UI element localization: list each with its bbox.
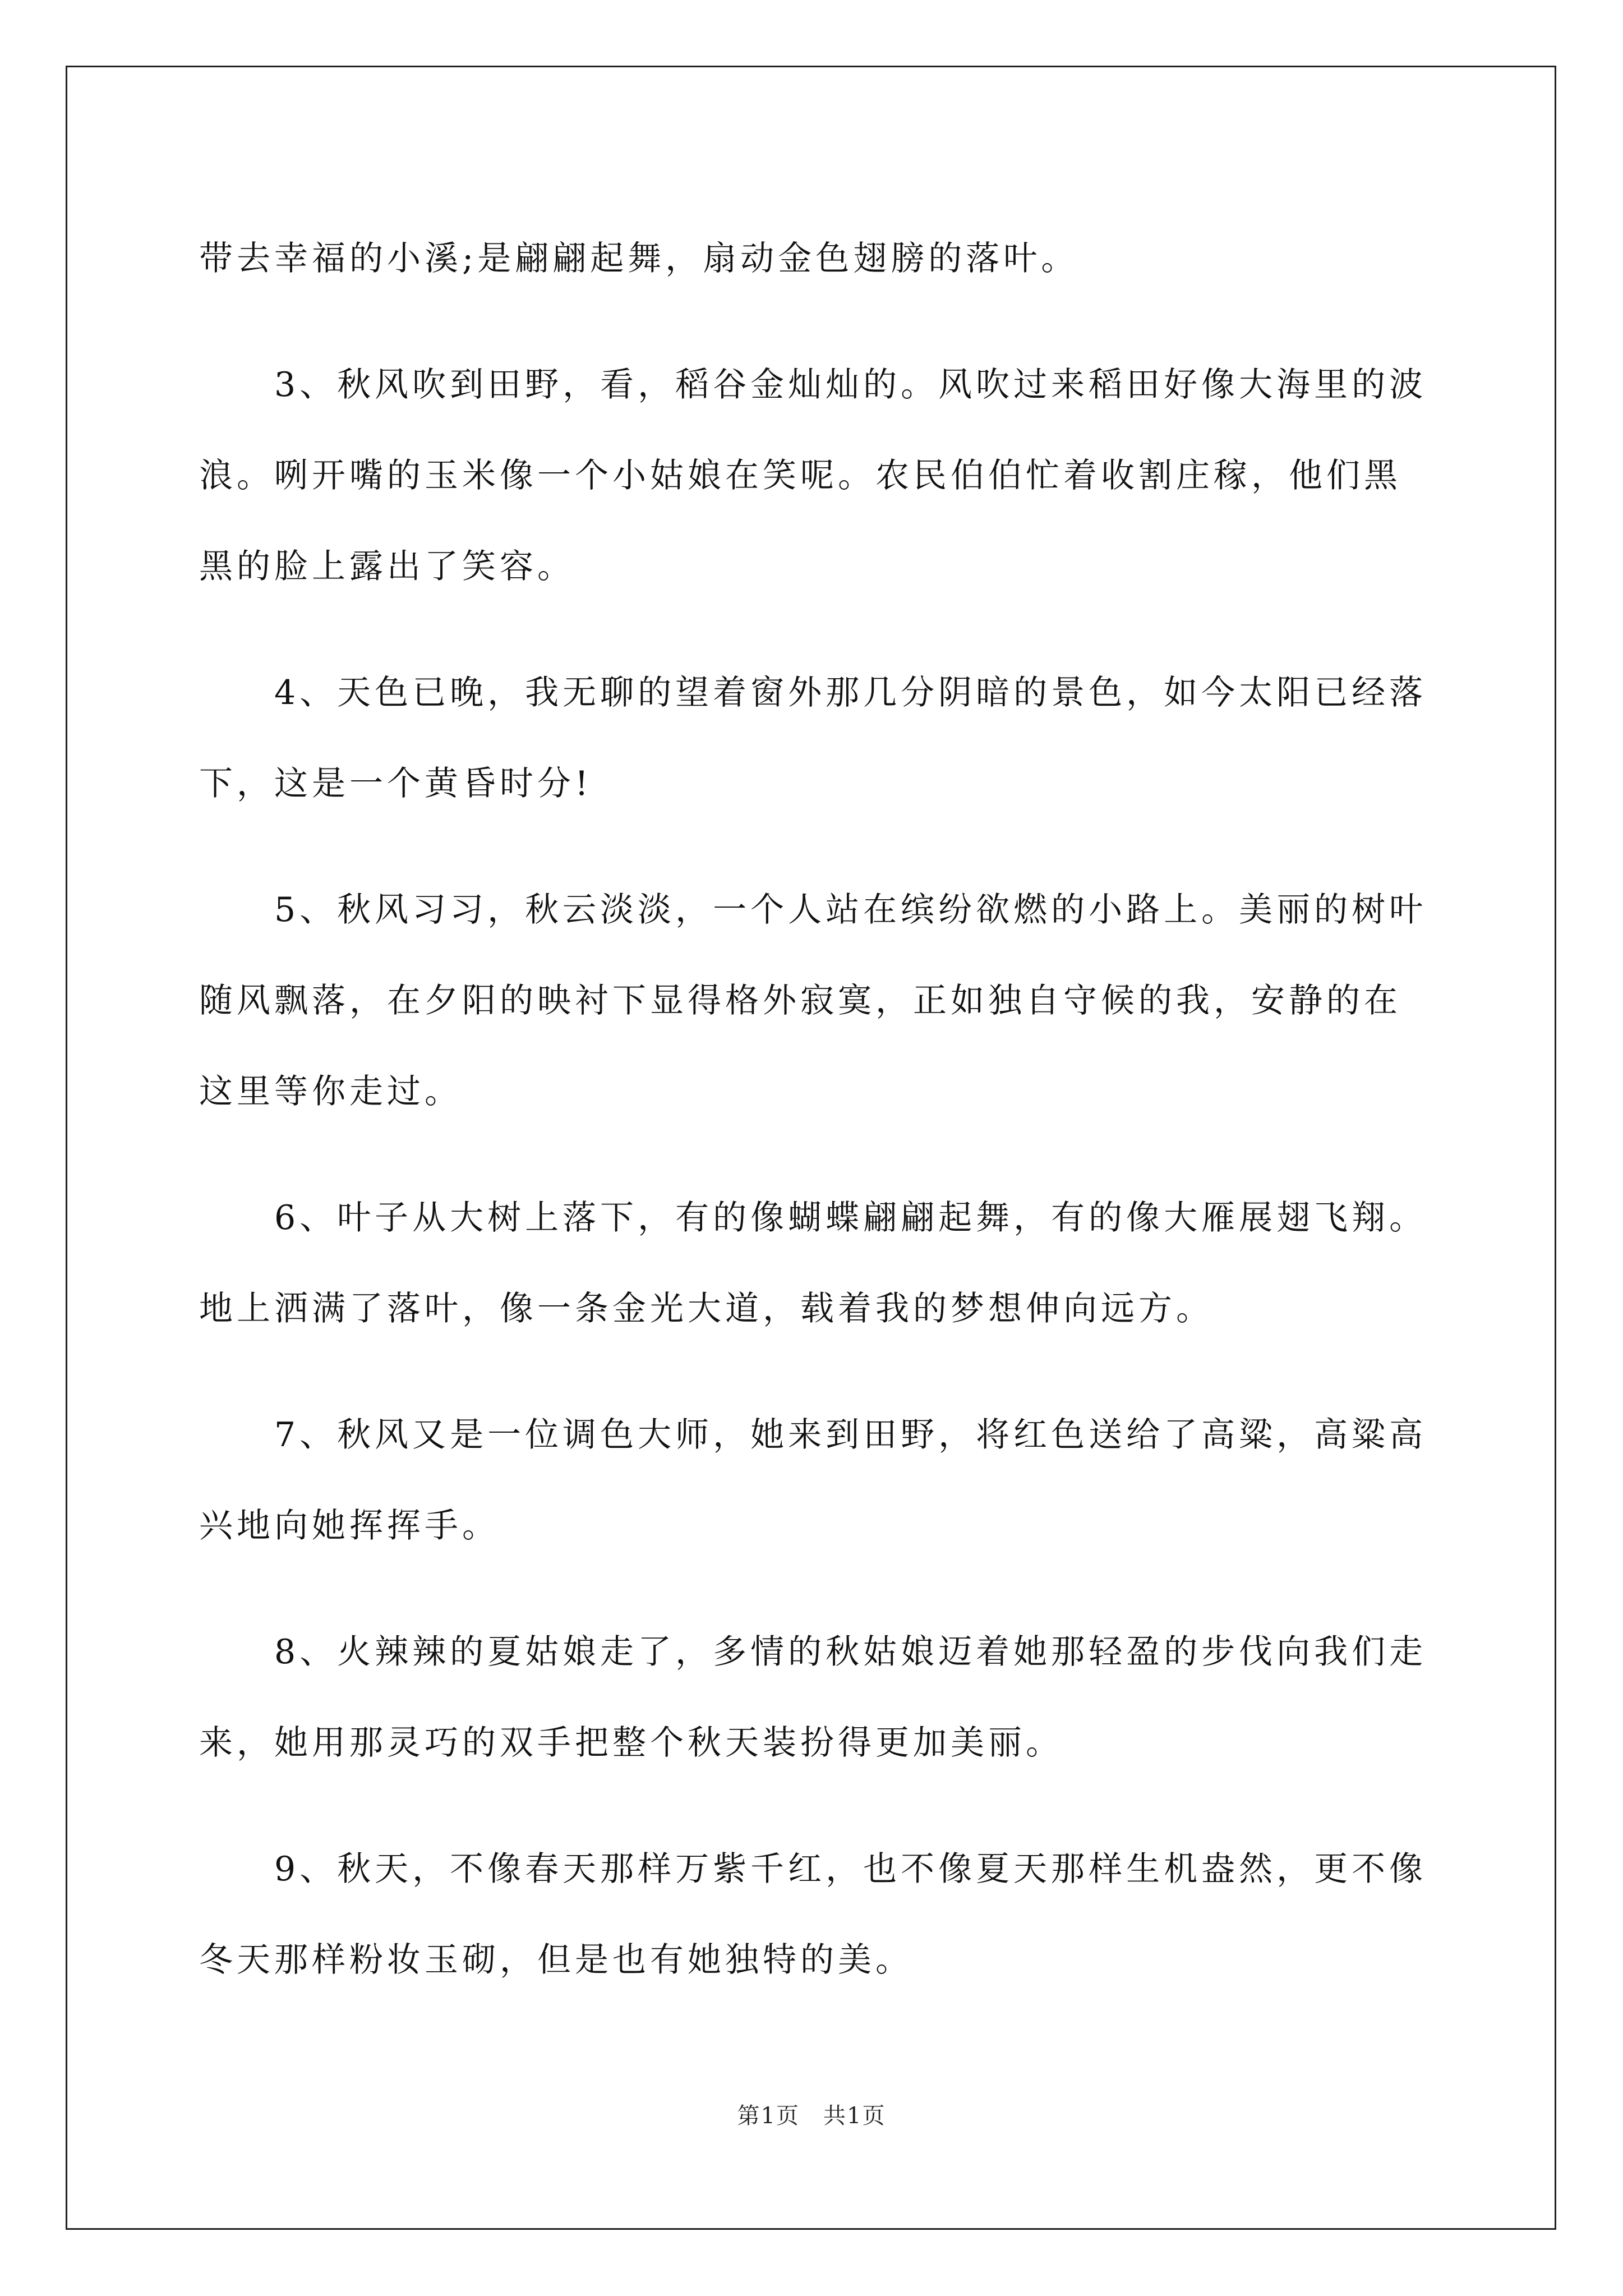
document-body: [199, 213, 1433, 2041]
paragraph-3: 4、天色已晚，我无聊的望着窗外那几分阴暗的景色，如今太阳已经落下，这是一个黄昏时分!: [199, 673, 1427, 803]
paragraph-4: 5、秋风习习，秋云淡淡，一个人站在缤纷欲燃的小路上。美丽的树叶随风飘落，在夕阳的映衬下显得格外寂寞，正如独自守候的我，安静的在这里等你走过。: [199, 890, 1427, 1111]
paragraph-8: 9、秋天，不像春天那样万紫千红，也不像夏天那样生机盎然，更不像冬天那样粉妆玉砌，但是也有她独特的美。: [199, 1849, 1427, 1980]
page-number-footer: 第1页 共1页: [737, 2103, 886, 2129]
paragraph-1: 带去幸福的小溪;是翩翩起舞，扇动金色翅膀的落叶。: [199, 239, 1079, 278]
paragraph-7: 8、火辣辣的夏姑娘走了，多情的秋姑娘迈着她那轻盈的步伐向我们走来，她用那灵巧的双手把整个秋天装扮得更加美丽。: [199, 1632, 1427, 1763]
paragraph-6: 7、秋风又是一位调色大师，她来到田野，将红色送给了高粱，高粱高兴地向她挥挥手。: [199, 1415, 1427, 1545]
paragraph-2: 3、秋风吹到田野，看，稻谷金灿灿的。风吹过来稻田好像大海里的波浪。咧开嘴的玉米像一个小姑娘在笑呢。农民伯伯忙着收割庄稼，他们黑黑的脸上露出了笑容。: [199, 365, 1427, 586]
paragraph-5: 6、叶子从大树上落下，有的像蝴蝶翩翩起舞，有的像大雁展翅飞翔。地上洒满了落叶，像一条金光大道，载着我的梦想伸向远方。: [199, 1198, 1427, 1328]
